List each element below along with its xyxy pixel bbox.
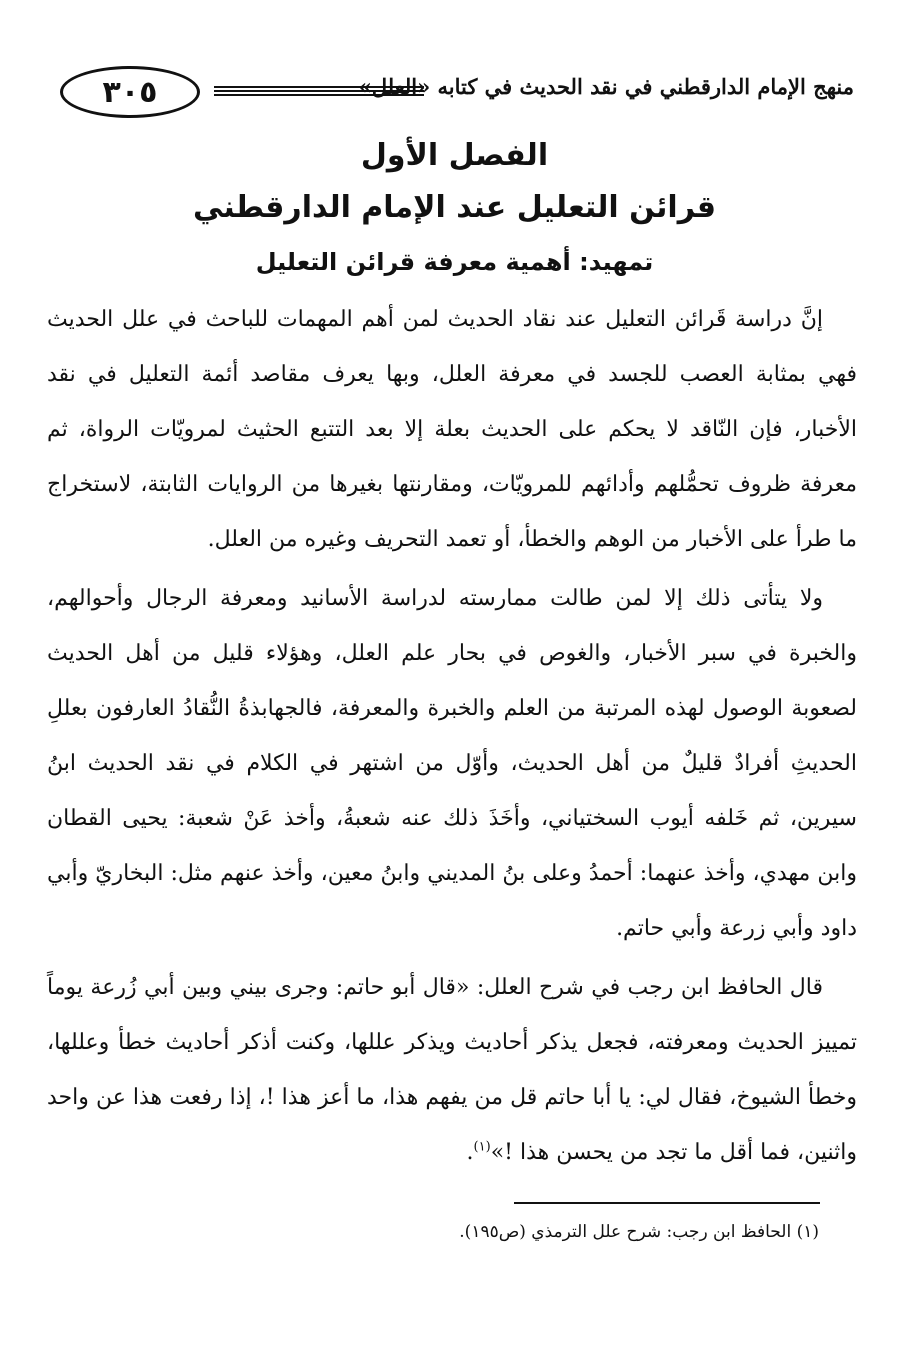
chapter-title: قرائن التعليل عند الإمام الدارقطني	[192, 190, 717, 225]
quote-paragraph	[47, 960, 857, 1180]
running-title: منهج الإمام الدارقطني في نقد الحديث في كتابه «العلل»	[358, 74, 854, 99]
quote-text: قال الحافظ ابن رجب في شرح العلل: «قال أبو حاتم: وجرى بيني وبين أبي زُرعة يوماً تمييز الحديث ومعرفته، فجعل يذكر أحاديث ويذكر عللها، وكنت أذكر أحاديث خطأ وعللها، وخطأ الشيوخ، فقال لي: يا أبا حاتم قل من يفهم هذا، ما أعز هذا !، إذا رفعت هذا عن واحد واثنين، فما أقل ما تجد من يحسن هذا !»	[47, 975, 857, 1165]
body-text	[47, 292, 857, 1184]
running-header	[44, 62, 854, 126]
footnote: (١) الحافظ ابن رجب: شرح علل الترمذي (ص١٩٥).	[459, 1222, 819, 1242]
footnote-reference: (١)	[473, 1139, 491, 1155]
footnote-separator	[514, 1202, 820, 1204]
quote-end: .	[466, 1140, 474, 1165]
section-heading: تمهيد: أهمية معرفة قرائن التعليل	[255, 248, 654, 276]
paragraph: إنَّ دراسة قَرائن التعليل عند نقاد الحديث لمن أهم المهمات للباحث في علل الحديث فهي بمثابة العصب للجسد في معرفة العلل، وبها يعرف مقاصد أئمة التعليل في نقد الأخبار، فإن النّاقد لا يحكم على الحديث بعلة إلا بعد التتبع الحثيث لمرويّات الرواة، ثم معرفة ظروف تحمُّلهم وأدائهم للمرويّات، ومقارنتها بغيرها من الروايات الثابتة، لاستخراج ما طرأ على الأخبار من الوهم والخطأ، أو تعمد التحريف وغيره من العلل.	[47, 307, 857, 552]
page-number: ٣٠٥	[60, 66, 200, 118]
chapter-label: الفصل الأول	[360, 138, 549, 173]
paragraph: ولا يتأتى ذلك إلا لمن طالت ممارسته لدراسة الأسانيد ومعرفة الرجال وأحوالهم، والخبرة في سبر الأخبار، والغوص في بحار علم العلل، وهؤلاء قليل من أهل الحديث لصعوبة الوصول لهذه المرتبة من العلم والخبرة والمعرفة، فالجهابذةُ النُّقادُ العارفون بعللِ الحديثِ أفرادٌ قليلٌ من أهل الحديث، وأوّل من اشتهر في الكلام في نقد الحديث ابنُ سيرين، ثم خَلفه أيوب السختياني، وأخَذَ ذلك عنه شعبةُ، وأخذ عَنْ شعبة: يحيى القطان وابن مهدي، وأخذ عنهما: أحمدُ وعلى بنُ المديني وابنُ معين، وأخذ عنهم مثل: البخاريّ وأبي داود وأبي زرعة وأبي حاتم.	[47, 586, 857, 941]
